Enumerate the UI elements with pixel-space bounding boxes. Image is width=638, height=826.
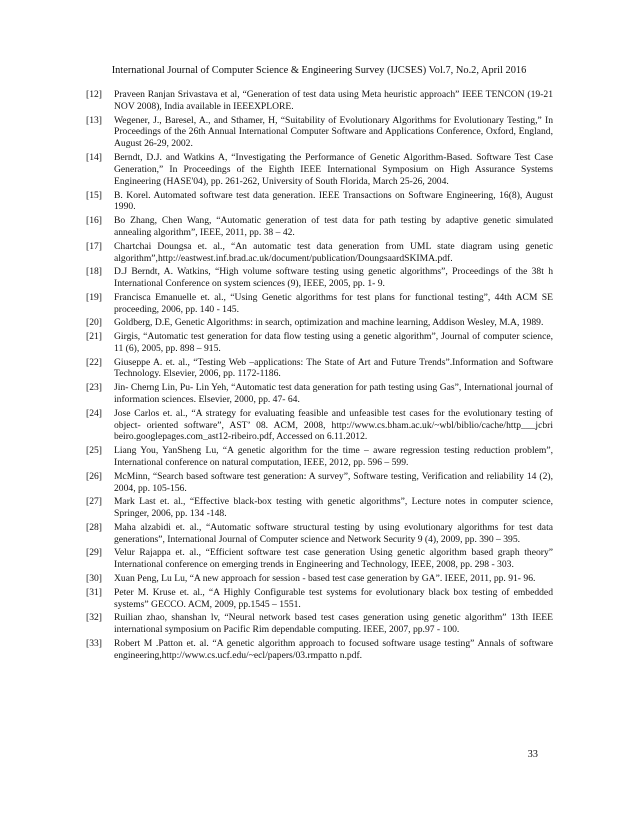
reference-number: [31]	[86, 586, 102, 598]
reference-text: Berndt, D.J. and Watkins A, “Investigating the Performance of Genetic Algorithm-Based. Software Test Case Generation,” In Proceedings of the Eighth IEEE International Symposium on High Assurance Systems Engineering (HASE'04), pp. 261-262, University of South Florida, March 25-26, 2004.	[114, 152, 553, 187]
reference-text: Liang You, YanSheng Lu, “A genetic algorithm for the time – aware regression testing reduction problem”, International conference on natural computation, IEEE, 2012, pp. 596 – 599.	[114, 445, 553, 469]
reference-item	[83, 190, 553, 214]
reference-number: [33]	[86, 637, 102, 649]
reference-number: [21]	[86, 330, 102, 342]
reference-number: [27]	[86, 496, 102, 508]
reference-text: Peter M. Kruse et. al., “A Highly Configurable test systems for evolutionary black box testing of embedded systems” GECCO. ACM, 2009, pp.1545 – 1551.	[114, 586, 553, 610]
reference-item	[83, 152, 553, 188]
reference-number: [32]	[86, 612, 102, 624]
reference-text: Bo Zhang, Chen Wang, “Automatic generation of test data for path testing by adaptive genetic simulated annealing algorithm”, IEEE, 2011, pp. 38 – 42.	[114, 215, 553, 238]
reference-item	[83, 317, 553, 329]
reference-text: Maha alzabidi et. al., “Automatic software structural testing by using evolutionary algorithms for test data generations”, International Journal of Computer science and Network Security 9 (4), 2009, pp. 390 – 395.	[114, 521, 553, 545]
reference-text: Girgis, “Automatic test generation for data flow testing using a genetic algorithm”, Journal of computer science, 11 (6), 2005, pp. 898 – 915.	[114, 330, 553, 354]
reference-number: [14]	[86, 152, 102, 164]
reference-number: [18]	[86, 266, 102, 278]
reference-number: [28]	[86, 521, 102, 533]
reference-text: Francisca Emanuelle et. al., “Using Genetic algorithms for test plans for functional testing”, 44th ACM SE proceeding, 2006, pp. 140 - 145.	[114, 291, 553, 315]
reference-text: Giuseppe A. et. al., “Testing Web –applications: The State of Art and Future Trends”.Information and Software Technology. Elsevier, 2006, pp. 1172-1186.	[114, 356, 553, 380]
reference-text: Jin- Cherng Lin, Pu- Lin Yeh, “Automatic test data generation for path testing using Gas”, International journal of information sciences. Elsevier, 2000, pp. 47- 64.	[114, 382, 553, 405]
reference-item	[83, 89, 553, 113]
reference-text: Goldberg, D.E, Genetic Algorithms: in search, optimization and machine learning, Addison Wesley, M.A, 1989.	[114, 317, 544, 329]
reference-text: McMinn, “Search based software test generation: A survey”, Software testing, Verification and reliability 14 (2), 2004, pp. 105-156.	[114, 470, 553, 494]
journal-running-header: International Journal of Computer Science & Engineering Survey (IJCSES) Vol.7, No.2, April 2016	[111, 65, 527, 76]
reference-item	[83, 357, 553, 381]
reference-item	[83, 408, 553, 444]
reference-item	[83, 612, 553, 636]
reference-number: [12]	[86, 89, 102, 100]
reference-text: D.J Berndt, A. Watkins, “High volume software testing using genetic algorithms”, Proceedings of the 38t h International Conference on system sciences (9), IEEE, 2005, pp. 1- 9.	[114, 266, 553, 290]
reference-number: [16]	[86, 215, 102, 227]
reference-text: Robert M .Patton et. al. “A genetic algorithm approach to focused software usage testing” Annals of software engineering,http://www.cs.ucf.edu/~ecl/papers/03.rmpatto n.pdf.	[114, 637, 553, 661]
reference-item	[83, 496, 553, 520]
reference-item	[83, 471, 553, 495]
reference-item	[83, 587, 553, 611]
reference-number: [13]	[86, 114, 102, 126]
reference-number: [29]	[86, 547, 102, 559]
reference-item	[83, 522, 553, 546]
reference-text: Jose Carlos et. al., “A strategy for evaluating feasible and unfeasible test cases for the evolutionary testing of object- oriented software”, AST’ 08. ACM, 2008, http://www.cs.bham.ac.uk/~wbl/biblio/cache/http___jcbri beiro.googlepages.com_ast12-ribeiro.pdf, Accessed on 6.11.2012.	[114, 407, 553, 443]
reference-text: Wegener, J., Baresel, A., and Sthamer, H, “Suitability of Evolutionary Algorithms for Evolutionary Testing,” In Proceedings of the 26th Annual International Computer Software and Applications Conference, Oxford, England, August 26-29, 2002.	[114, 114, 553, 150]
reference-text: Xuan Peng, Lu Lu, “A new approach for session - based test case generation by GA”. IEEE, 2011, pp. 91- 96.	[114, 572, 536, 584]
reference-text: B. Korel. Automated software test data generation. IEEE Transactions on Software Engineering, 16(8), August 1990.	[114, 189, 553, 213]
reference-text: Mark Last et. al., “Effective black-box testing with genetic algorithms”, Lecture notes in computer science, Springer, 2006, pp. 134 -148.	[114, 496, 553, 520]
reference-number: [23]	[86, 382, 102, 394]
reference-text: Velur Rajappa et. al., “Efficient software test case generation Using genetic algorithm based graph theory” International conference on emerging trends in Engineering and Technology, IEEE, 2008, pp. 298 - 303.	[114, 547, 553, 571]
reference-text: Ruilian zhao, shanshan lv, “Neural network based test cases generation using genetic algorithm” 13th IEEE international symposium on Pacific Rim dependable computing. IEEE, 2007, pp.97 - 100.	[114, 612, 553, 636]
page-number: 33	[527, 749, 538, 760]
reference-number: [25]	[86, 445, 102, 457]
reference-text: Praveen Ranjan Srivastava et al, “Generation of test data using Meta heuristic approach” IEEE TENCON (19-21 NOV 2008), India available in IEEEXPLORE.	[114, 89, 553, 112]
reference-item	[83, 638, 553, 662]
reference-item	[83, 573, 553, 585]
reference-item	[83, 547, 553, 571]
reference-list	[83, 89, 553, 663]
reference-item	[83, 115, 553, 151]
reference-number: [30]	[86, 572, 102, 584]
reference-text: Chartchai Doungsa et. al., “An automatic test data generation from UML state diagram using genetic algorithm”,http://eastwest.inf.brad.ac.uk/document/publication/DoungsaardSKIMA.pdf.	[114, 240, 553, 264]
reference-number: [17]	[86, 240, 102, 252]
reference-number: [20]	[86, 317, 102, 329]
reference-number: [22]	[86, 356, 102, 368]
reference-item	[83, 292, 553, 316]
reference-number: [24]	[86, 407, 102, 419]
reference-item	[83, 266, 553, 290]
reference-item	[83, 445, 553, 469]
reference-number: [15]	[86, 189, 102, 201]
reference-item	[83, 331, 553, 355]
reference-item	[83, 241, 553, 265]
reference-number: [26]	[86, 470, 102, 482]
reference-item	[83, 382, 553, 406]
reference-item	[83, 215, 553, 239]
reference-number: [19]	[86, 291, 102, 303]
